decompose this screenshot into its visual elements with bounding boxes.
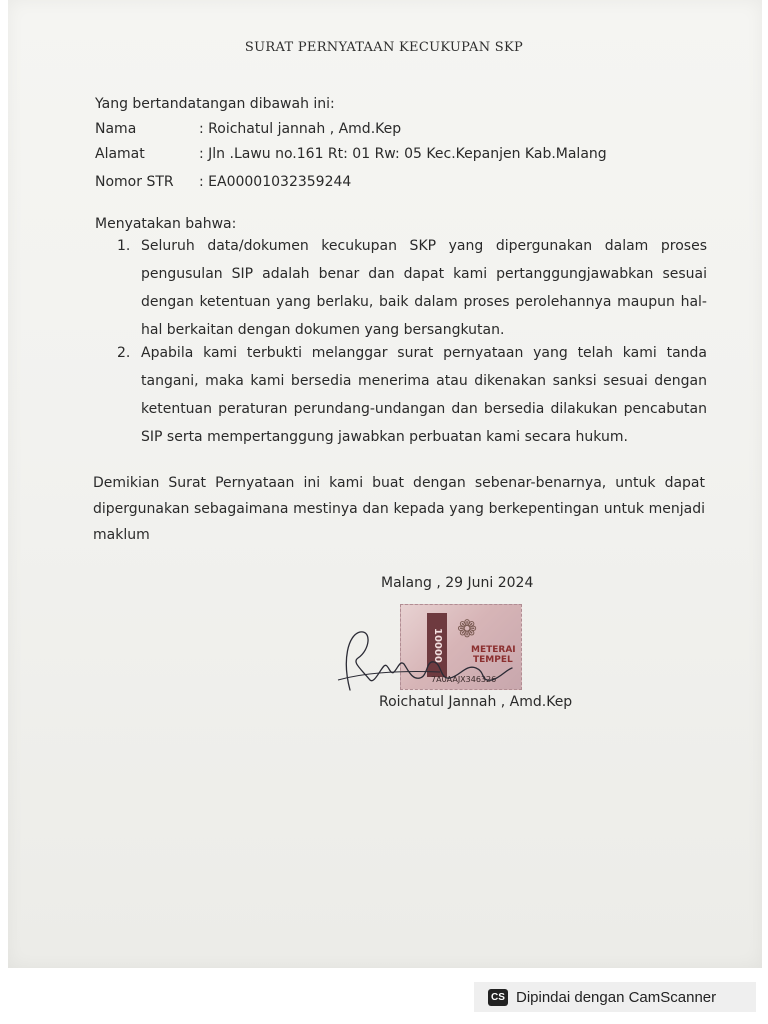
list-item [117,339,707,451]
stamp-label-line1: METERAI [471,645,516,655]
place-date: Malang , 29 Juni 2024 [381,575,534,591]
stamp-amount: 10000 [427,613,447,677]
field-label: Nomor STR [95,174,174,190]
field-value: : Jln .Lawu no.161 Rt: 01 Rw: 05 Kec.Kepanjen Kab.Malang [199,146,607,162]
field-label: Nama [95,121,137,137]
field-alamat [95,146,607,162]
signer-name: Roichatul Jannah , Amd.Kep [379,694,573,710]
field-value: : EA00001032359244 [199,174,352,190]
handwritten-signature [330,620,520,700]
item-number: 2. [117,345,131,361]
field-label: Alamat [95,146,145,162]
intro-text: Yang bertandatangan dibawah ini: [95,96,335,112]
watermark-text: Dipindai dengan CamScanner [516,988,717,1006]
document-title: SURAT PERNYATAAN KECUKUPAN SKP [244,40,524,55]
item-text: Apabila kami terbukti melanggar surat pernyataan yang telah kami tanda tangani, maka kami bersedia menerima atau dikenakan sanksi sesuai dengan ketentuan peraturan perundang-undangan dan bersedia dilakukan pencabutan SIP serta mempertanggung jawabkan perbuatan kami secara hukum. [141,345,707,445]
camscanner-logo-icon: CS [488,989,508,1006]
list-item [117,232,707,344]
statement-intro: Menyatakan bahwa: [95,216,237,232]
closing-paragraph: Demikian Surat Pernyataan ini kami buat dengan sebenar-benarnya, untuk dapat dipergunakan sebagaimana mestinya dan kepada yang berkepentingan untuk menjadi maklum [93,475,705,543]
camscanner-watermark [474,982,756,1012]
stamp-serial: 7A0AAJX346326 [431,675,497,684]
field-nomor-str [95,174,351,190]
garuda-emblem-icon: ❁ [457,615,478,643]
field-value: : Roichatul jannah , Amd.Kep [199,121,402,137]
item-number: 1. [117,238,131,254]
stamp-label-line2: TEMPEL [473,655,513,665]
field-nama [95,121,401,137]
item-text: Seluruh data/dokumen kecukupan SKP yang dipergunakan dalam proses pengusulan SIP adalah benar dan dapat kami pertanggungjawabkan sesuai dengan ketentuan yang berlaku, baik dalam proses perolehannya maupun hal-hal berkaitan dengan dokumen yang bersangkutan. [141,238,707,338]
